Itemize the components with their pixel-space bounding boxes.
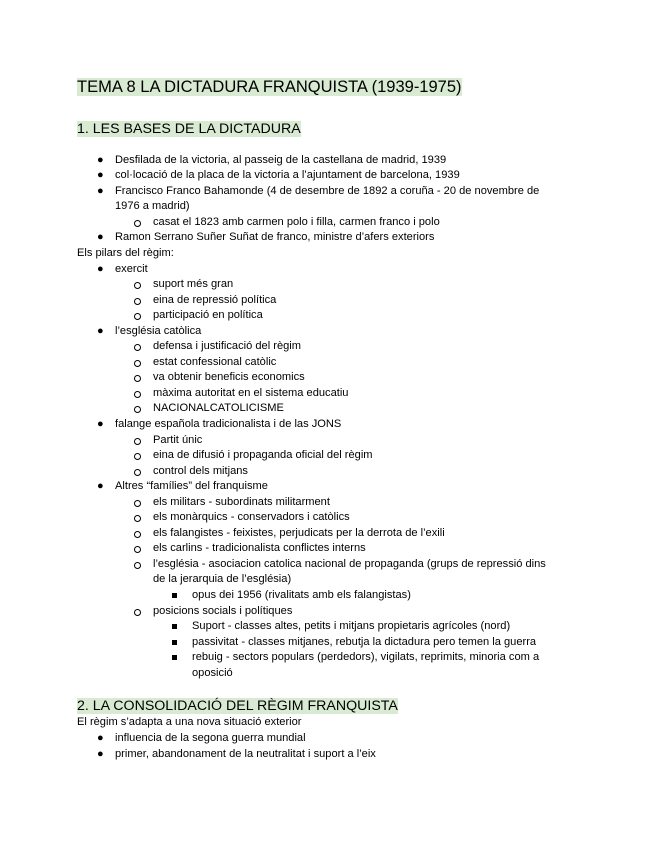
bullet-circle [134, 401, 146, 419]
list-item: eina de repressió política [153, 294, 277, 306]
bullet-circle [134, 541, 146, 559]
section-1-heading: 1. LES BASES DE LA DICTADURA [77, 121, 301, 137]
bullet-circle [134, 557, 146, 575]
bullet-disc: ● [97, 325, 104, 337]
list-item: posicions socials i polítiques [153, 605, 293, 617]
list-item: màxima autoritat en el sistema educatiu [153, 387, 349, 399]
bullet-disc: ● [97, 231, 104, 243]
bullet-square [172, 619, 184, 635]
list-item: Partit únic [153, 434, 203, 446]
list-item: Ramon Serrano Suñer Suñat de franco, ministre d’afers exteriors [115, 231, 435, 243]
list-item: defensa i justificació del règim [153, 340, 301, 352]
bullet-square [172, 650, 184, 666]
list-item-continuation: de la jerarquia de l’església) [153, 573, 292, 585]
list-item: NACIONALCATOLICISME [153, 402, 284, 414]
list-item: casat el 1823 amb carmen polo i filla, carmen franco i polo [153, 216, 440, 228]
list-item: control dels mitjans [153, 465, 248, 477]
bullet-circle [134, 604, 146, 622]
bullet-disc: ● [97, 154, 104, 166]
bullet-disc: ● [97, 169, 104, 181]
list-item: Altres “famílies” del franquisme [115, 480, 268, 492]
section-2-intro: El règim s’adapta a una nova situació exterior [77, 716, 302, 728]
page-title: TEMA 8 LA DICTADURA FRANQUISTA (1939-1975) [77, 78, 462, 96]
list-item: l’església catòlica [115, 325, 202, 337]
bullet-disc: ● [97, 748, 104, 760]
list-item: opus dei 1956 (rivalitats amb els falangistas) [192, 589, 411, 601]
list-item: suport més gran [153, 278, 234, 290]
section-2-heading: 2. LA CONSOLIDACIÓ DEL RÈGIM FRANQUISTA [77, 698, 398, 714]
list-item: els monàrquics - conservadors i catòlics [153, 511, 350, 523]
bullet-circle [134, 308, 146, 326]
list-item: els militars - subordinats militarment [153, 496, 330, 508]
bullet-disc: ● [97, 263, 104, 275]
list-item: va obtenir beneficis economics [153, 371, 305, 383]
list-item: exercit [115, 263, 148, 275]
list-item: els falangistes - feixistes, perjudicats per la derrota de l’exili [153, 527, 445, 539]
list-item: falange española tradicionalista i de las JONS [115, 418, 342, 430]
bullet-square [172, 635, 184, 651]
pilars-label: Els pilars del règim: [77, 247, 174, 259]
list-item: l’església - asociacion catolica nacional de propaganda (grups de repressió dins [153, 558, 546, 570]
list-item: primer, abandonament de la neutralitat i suport a l’eix [115, 748, 376, 760]
bullet-square [172, 588, 184, 604]
list-item: estat confessional catòlic [153, 356, 277, 368]
bullet-circle [134, 277, 146, 295]
bullet-circle [134, 339, 146, 357]
list-item: col·locació de la placa de la victoria a l’ajuntament de barcelona, 1939 [115, 169, 460, 181]
list-item: els carlins - tradicionalista conflictes interns [153, 542, 366, 554]
list-item: eina de difusió i propaganda oficial del règim [153, 449, 373, 461]
list-item-continuation: 1976 a madrid) [115, 200, 190, 212]
list-item: rebuig - sectors populars (perdedors), vigilats, reprimits, minoria com a [192, 651, 540, 663]
bullet-disc: ● [97, 732, 104, 744]
bullet-disc: ● [97, 418, 104, 430]
list-item: Suport - classes altes, petits i mitjans propietaris agrícoles (nord) [192, 620, 511, 632]
list-item: influencia de la segona guerra mundial [115, 732, 306, 744]
bullet-disc: ● [97, 185, 104, 197]
list-item: Desfilada de la victoria, al passeig de la castellana de madrid, 1939 [115, 154, 447, 166]
list-item-continuation: oposició [192, 667, 233, 679]
list-item: passivitat - classes mitjanes, rebutja la dictadura pero temen la guerra [192, 636, 537, 648]
bullet-disc: ● [97, 480, 104, 492]
bullet-circle [134, 510, 146, 528]
bullet-circle [134, 370, 146, 388]
list-item: Francisco Franco Bahamonde (4 de desembre de 1892 a coruña - 20 de novembre de [115, 185, 540, 197]
bullet-circle [134, 448, 146, 466]
list-item: participació en política [153, 309, 263, 321]
